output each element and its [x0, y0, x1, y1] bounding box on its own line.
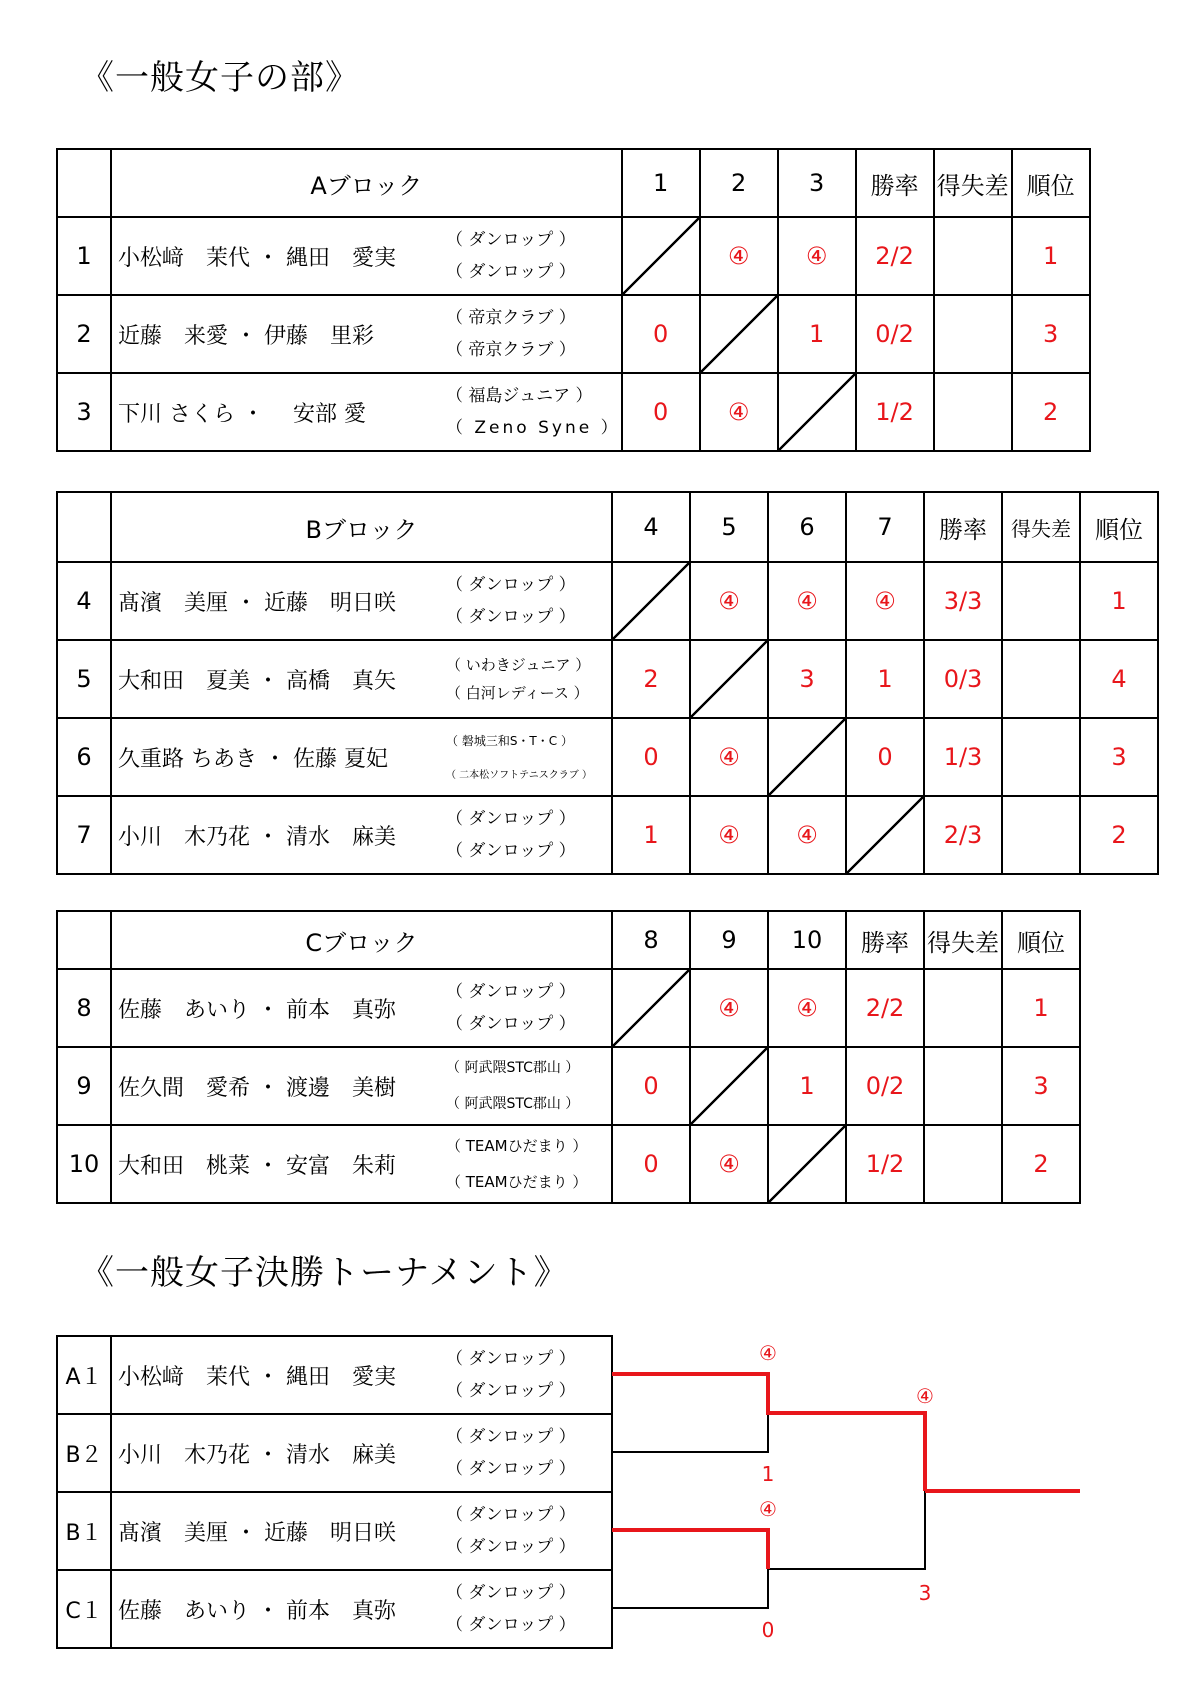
score-cell: ④: [690, 796, 768, 874]
player-no: 6: [57, 718, 111, 796]
win-rate: 1/3: [924, 718, 1002, 796]
club-line: （ 二本松ソフトテニスクラブ ）: [446, 770, 592, 782]
player-names: 佐藤 あいり ・ 前本 真弥: [111, 969, 446, 1047]
player-names: 佐藤 あいり ・ 前本 真弥: [111, 1570, 446, 1648]
win-rate: 0/3: [924, 640, 1002, 718]
player-no: 8: [57, 969, 111, 1047]
player-no: 3: [57, 373, 111, 451]
score-cell: ④: [768, 562, 846, 640]
match2-bottom-score: 0: [761, 1618, 775, 1642]
club-line: （ Zeno Syne ）: [446, 418, 621, 438]
player-no: 1: [57, 217, 111, 295]
score-cell: ④: [768, 969, 846, 1047]
score-cell: ④: [846, 562, 924, 640]
bracket-line-m2-bottom: [612, 1569, 768, 1608]
score-cell: 1: [612, 796, 690, 874]
bracket-line-m2-winner: [612, 1530, 768, 1569]
player-names: 小川 木乃花 ・ 清水 麻美: [111, 1414, 446, 1492]
club-line: （ ダンロップ ）: [446, 1348, 576, 1369]
club-line: （ ダンロップ ）: [446, 574, 576, 595]
club-line: （ ダンロップ ）: [446, 1014, 576, 1034]
col-header: 1: [622, 149, 700, 217]
rate-header: 勝率: [846, 911, 924, 969]
col-header: 10: [768, 911, 846, 969]
seed-label: B２: [57, 1414, 111, 1492]
col-header: 4: [612, 492, 690, 562]
player-names: 大和田 桃菜 ・ 安富 朱莉: [111, 1125, 446, 1203]
score-cell: 1: [778, 295, 856, 373]
player-names: 久重路 ちあき ・ 佐藤 夏妃: [111, 718, 446, 796]
win-rate: 3/3: [924, 562, 1002, 640]
score-cell: 0: [622, 295, 700, 373]
player-names: 小松﨑 茉代 ・ 縄田 愛実: [111, 217, 446, 295]
club-line: （ ダンロップ ）: [446, 1426, 576, 1447]
rank: 2: [1080, 796, 1158, 874]
club-line: （ TEAMひだまり ）: [446, 1173, 588, 1191]
player-names: 大和田 夏美 ・ 高橋 真矢: [111, 640, 446, 718]
seed-label: B１: [57, 1492, 111, 1570]
club-line: （ ダンロップ ）: [446, 841, 576, 861]
score-cell: 0: [612, 1047, 690, 1125]
col-header: 2: [700, 149, 778, 217]
col-header: 8: [612, 911, 690, 969]
club-line: （ 福島ジュニア ）: [446, 385, 593, 406]
win-rate: 2/2: [856, 217, 934, 295]
block-name: Aブロック: [111, 149, 622, 217]
club-line: （ TEAMひだまり ）: [446, 1137, 588, 1155]
club-line: （ ダンロップ ）: [446, 1504, 576, 1525]
score-cell: ④: [778, 217, 856, 295]
score-cell: 2: [612, 640, 690, 718]
rank: 1: [1002, 969, 1080, 1047]
tournament-title: 《一般女子決勝トーナメント》: [80, 1253, 569, 1293]
match2-top-score: ④: [759, 1497, 777, 1521]
rank: 1: [1080, 562, 1158, 640]
player-names: 小松﨑 茉代 ・ 縄田 愛実: [111, 1336, 446, 1414]
col-header: 3: [778, 149, 856, 217]
seed-label: C１: [57, 1570, 111, 1648]
match1-bottom-score: 1: [761, 1462, 775, 1486]
club-line: （ ダンロップ ）: [446, 1582, 576, 1603]
rank: 3: [1002, 1047, 1080, 1125]
club-line: （ ダンロップ ）: [446, 262, 576, 282]
player-names: 髙濱 美厘 ・ 近藤 明日咲: [111, 562, 446, 640]
score-cell: ④: [690, 562, 768, 640]
club-line: （ ダンロップ ）: [446, 1459, 576, 1479]
club-line: （ ダンロップ ）: [446, 981, 576, 1002]
score-cell: 1: [846, 640, 924, 718]
win-rate: 2/2: [846, 969, 924, 1047]
player-no: 4: [57, 562, 111, 640]
rank-header: 順位: [1002, 911, 1080, 969]
score-cell: 0: [612, 1125, 690, 1203]
win-rate: 1/2: [846, 1125, 924, 1203]
rank-header: 順位: [1012, 149, 1090, 217]
club-line: （ 帝京クラブ ）: [446, 307, 576, 328]
bracket-line-final-bottom: [768, 1491, 925, 1569]
club-line: （ ダンロップ ）: [446, 1537, 576, 1557]
player-names: 近藤 来愛 ・ 伊藤 里彩: [111, 295, 446, 373]
rank-header: 順位: [1080, 492, 1158, 562]
score-cell: 3: [768, 640, 846, 718]
win-rate: 0/2: [846, 1047, 924, 1125]
score-cell: 0: [622, 373, 700, 451]
score-cell: 1: [768, 1047, 846, 1125]
club-line: （ ダンロップ ）: [446, 607, 576, 627]
player-names: 下川 さくら ・ 安部 愛: [111, 373, 446, 451]
score-cell: ④: [768, 796, 846, 874]
score-cell: ④: [700, 217, 778, 295]
score-cell: ④: [690, 718, 768, 796]
player-no: 5: [57, 640, 111, 718]
diff-header: 得失差: [934, 149, 1012, 217]
player-no: 7: [57, 796, 111, 874]
rate-header: 勝率: [924, 492, 1002, 562]
diff-header: 得失差: [1002, 492, 1080, 562]
score-cell: ④: [690, 1125, 768, 1203]
rank: 1: [1012, 217, 1090, 295]
win-rate: 0/2: [856, 295, 934, 373]
final-bottom-score: 3: [918, 1581, 932, 1605]
player-no: 9: [57, 1047, 111, 1125]
player-names: 小川 木乃花 ・ 清水 麻美: [111, 796, 446, 874]
club-line: （ 白河レディース ）: [446, 684, 589, 702]
club-line: （ ダンロップ ）: [446, 1381, 576, 1401]
club-line: （ 磐城三和S・T・C ）: [446, 733, 573, 748]
win-rate: 2/3: [924, 796, 1002, 874]
club-line: （ 帝京クラブ ）: [446, 340, 576, 360]
col-header: 9: [690, 911, 768, 969]
bracket-line-m1-bottom: [612, 1413, 768, 1452]
club-line: （ ダンロップ ）: [446, 1615, 576, 1635]
player-no: 10: [57, 1125, 111, 1203]
club-line: （ いわきジュニア ）: [446, 655, 591, 674]
col-header: 5: [690, 492, 768, 562]
club-line: （ 阿武隈STC郡山 ）: [446, 1059, 580, 1076]
score-cell: 0: [612, 718, 690, 796]
rank: 2: [1002, 1125, 1080, 1203]
score-cell: ④: [700, 373, 778, 451]
club-line: （ ダンロップ ）: [446, 808, 576, 829]
block-name: Bブロック: [111, 492, 612, 562]
win-rate: 1/2: [856, 373, 934, 451]
score-cell: ④: [690, 969, 768, 1047]
rank: 3: [1012, 295, 1090, 373]
final-top-score: ④: [916, 1384, 934, 1408]
diff-header: 得失差: [924, 911, 1002, 969]
rank: 3: [1080, 718, 1158, 796]
col-header: 6: [768, 492, 846, 562]
seed-label: A１: [57, 1336, 111, 1414]
player-names: 髙濱 美厘 ・ 近藤 明日咲: [111, 1492, 446, 1570]
player-no: 2: [57, 295, 111, 373]
club-line: （ ダンロップ ）: [446, 229, 576, 250]
player-names: 佐久間 愛希 ・ 渡邊 美樹: [111, 1047, 446, 1125]
league-title: 《一般女子の部》: [80, 58, 360, 98]
match1-top-score: ④: [759, 1341, 777, 1365]
club-line: （ 阿武隈STC郡山 ）: [446, 1096, 580, 1112]
rank: 2: [1012, 373, 1090, 451]
rank: 4: [1080, 640, 1158, 718]
col-header: 7: [846, 492, 924, 562]
block-name: Cブロック: [111, 911, 612, 969]
rate-header: 勝率: [856, 149, 934, 217]
score-cell: 0: [846, 718, 924, 796]
